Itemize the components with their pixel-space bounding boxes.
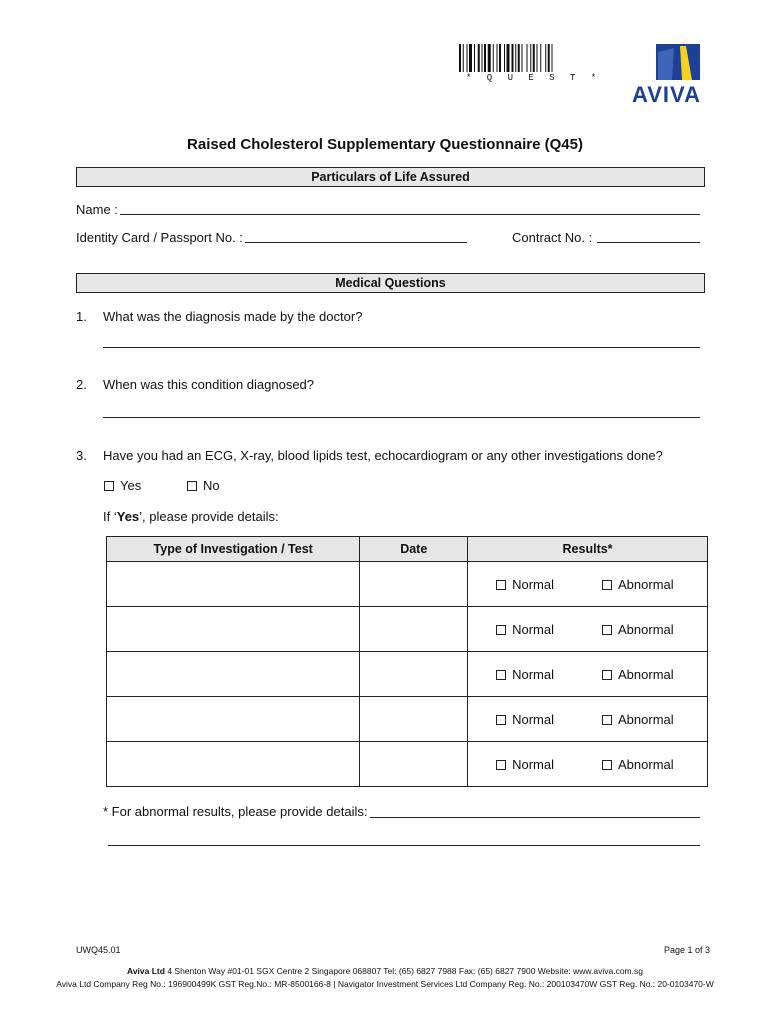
barcode-bar	[504, 44, 505, 72]
name-field[interactable]	[120, 214, 700, 215]
barcode-bar	[530, 44, 531, 72]
normal-checkbox[interactable]	[496, 625, 506, 635]
barcode-bar	[522, 44, 523, 72]
results-cell	[468, 697, 708, 742]
no-option[interactable]	[187, 478, 220, 493]
abnormal-option[interactable]	[602, 712, 674, 727]
abnormal-option[interactable]	[602, 577, 674, 592]
normal-checkbox[interactable]	[496, 715, 506, 725]
barcode-bar	[545, 44, 546, 72]
medical-heading: Medical Questions	[76, 273, 705, 293]
no-checkbox[interactable]	[187, 481, 197, 491]
normal-option[interactable]	[496, 667, 554, 682]
abnormal-option[interactable]	[602, 622, 674, 637]
q3-number: 3.	[76, 448, 87, 463]
barcode-bar	[499, 44, 501, 72]
table-row	[107, 652, 708, 697]
barcode-bar	[478, 44, 480, 72]
footer-company-name: Aviva Ltd	[127, 966, 165, 976]
normal-option[interactable]	[496, 712, 554, 727]
results-cell	[468, 652, 708, 697]
barcode-bar	[482, 44, 483, 72]
if-yes-bold: Yes	[116, 509, 140, 524]
barcode-bar	[552, 44, 553, 72]
if-yes-suffix: ’, please provide details:	[139, 509, 279, 524]
yes-label: Yes	[120, 478, 142, 493]
q1-answer-field[interactable]	[103, 347, 700, 348]
footer-reg-line: Aviva Ltd Company Reg No.: 196900499K GST Reg.No.: MR-8500166-8 | Navigator Investment Services Ltd Company Reg. No.: 200103470W GST Reg. No.: 20-0103470-W	[56, 979, 714, 989]
id-field[interactable]	[245, 242, 467, 243]
id-label: Identity Card / Passport No. :	[76, 230, 243, 245]
abnormal-label: Abnormal	[618, 621, 674, 637]
barcode-bars	[459, 44, 589, 72]
normal-checkbox[interactable]	[496, 760, 506, 770]
investigation-type-cell[interactable]	[107, 742, 360, 787]
barcode-bar	[540, 44, 541, 72]
aviva-wordmark: AVIVA	[632, 82, 701, 107]
abnormal-details-field-2[interactable]	[108, 845, 700, 846]
barcode-bar	[515, 44, 516, 72]
investigation-type-cell[interactable]	[107, 697, 360, 742]
barcode-bar	[533, 44, 535, 72]
table-row	[107, 607, 708, 652]
results-cell	[468, 742, 708, 787]
footer-address: 4 Shenton Way #01-01 SGX Centre 2 Singapore 068807 Tel: (65) 6827 7988 Fax: (65) 6827 7900 Website: www.aviva.com.sg	[164, 966, 643, 976]
abnormal-option[interactable]	[602, 757, 674, 772]
barcode-bar	[463, 44, 464, 72]
results-options	[468, 667, 707, 682]
yes-option[interactable]	[104, 478, 141, 493]
header-results: Results*	[468, 537, 708, 562]
results-options	[468, 712, 707, 727]
barcode-bar	[488, 44, 491, 72]
if-yes-prefix: If ‘	[103, 509, 117, 524]
no-label: No	[203, 478, 220, 493]
table-row	[107, 697, 708, 742]
barcode-bar	[459, 44, 461, 72]
table-row	[107, 742, 708, 787]
results-options	[468, 622, 707, 637]
contract-label: Contract No. :	[512, 230, 593, 245]
page-number: Page 1 of 3	[664, 945, 711, 955]
abnormal-checkbox[interactable]	[602, 670, 612, 680]
q2-number: 2.	[76, 377, 87, 392]
normal-label: Normal	[512, 576, 555, 592]
abnormal-details-field-1[interactable]	[370, 817, 700, 818]
date-cell[interactable]	[360, 697, 468, 742]
investigation-table	[106, 536, 708, 787]
abnormal-label: Abnormal	[618, 711, 674, 727]
normal-label: Normal	[512, 756, 555, 772]
abnormal-label: Abnormal	[618, 666, 674, 682]
barcode-bar	[467, 44, 468, 72]
barcode-bar	[484, 44, 486, 72]
results-options	[468, 757, 707, 772]
date-cell[interactable]	[360, 607, 468, 652]
results-options	[468, 577, 707, 592]
aviva-logo	[632, 44, 724, 108]
page-title: Raised Cholesterol Supplementary Questionnaire (Q45)	[187, 136, 583, 153]
abnormal-checkbox[interactable]	[602, 625, 612, 635]
barcode-bar	[512, 44, 514, 72]
barcode-bar	[537, 44, 538, 72]
date-cell[interactable]	[360, 562, 468, 607]
abnormal-label: Abnormal	[618, 576, 674, 592]
normal-option[interactable]	[496, 577, 554, 592]
header-type: Type of Investigation / Test	[107, 537, 360, 562]
abnormal-checkbox[interactable]	[602, 715, 612, 725]
aviva-emblem-icon	[656, 44, 748, 84]
abnormal-option[interactable]	[602, 667, 674, 682]
date-cell[interactable]	[360, 652, 468, 697]
q1-text: What was the diagnosis made by the doctor?	[103, 309, 363, 324]
investigation-type-cell[interactable]	[107, 562, 360, 607]
normal-option[interactable]	[496, 757, 554, 772]
normal-label: Normal	[512, 711, 555, 727]
barcode-bar	[474, 44, 475, 72]
footer-company-line	[0, 966, 770, 976]
barcode-bar	[527, 44, 528, 72]
abnormal-checkbox[interactable]	[602, 760, 612, 770]
q2-text: When was this condition diagnosed?	[103, 377, 315, 392]
normal-checkbox[interactable]	[496, 580, 506, 590]
abnormal-checkbox[interactable]	[602, 580, 612, 590]
q3-text: Have you had an ECG, X-ray, blood lipids test, echocardiogram or any other investigations done?	[103, 448, 663, 463]
normal-label: Normal	[512, 621, 555, 637]
if-yes-instruction	[103, 509, 279, 524]
barcode-bar	[493, 44, 494, 72]
barcode-bar	[469, 44, 472, 72]
particulars-heading: Particulars of Life Assured	[76, 167, 705, 187]
normal-label: Normal	[512, 666, 555, 682]
normal-option[interactable]	[496, 622, 554, 637]
name-label: Name :	[76, 202, 118, 217]
results-cell	[468, 562, 708, 607]
barcode-bar	[497, 44, 498, 72]
contract-field[interactable]	[597, 242, 700, 243]
results-cell	[468, 607, 708, 652]
yes-checkbox[interactable]	[104, 481, 114, 491]
q1-number: 1.	[76, 309, 87, 324]
barcode	[459, 44, 589, 72]
abnormal-note: * For abnormal results, please provide details:	[103, 804, 368, 819]
table-header-row	[107, 537, 708, 562]
barcode-bar	[507, 44, 510, 72]
date-cell[interactable]	[360, 742, 468, 787]
q2-answer-field[interactable]	[103, 417, 700, 418]
normal-checkbox[interactable]	[496, 670, 506, 680]
abnormal-label: Abnormal	[618, 756, 674, 772]
table-row	[107, 562, 708, 607]
barcode-bar	[548, 44, 550, 72]
barcode-bar	[518, 44, 520, 72]
form-code: UWQ45.01	[76, 945, 121, 955]
investigation-type-cell[interactable]	[107, 607, 360, 652]
header-date: Date	[360, 537, 468, 562]
investigation-type-cell[interactable]	[107, 652, 360, 697]
barcode-caption: * Q U E S T *	[466, 73, 602, 83]
